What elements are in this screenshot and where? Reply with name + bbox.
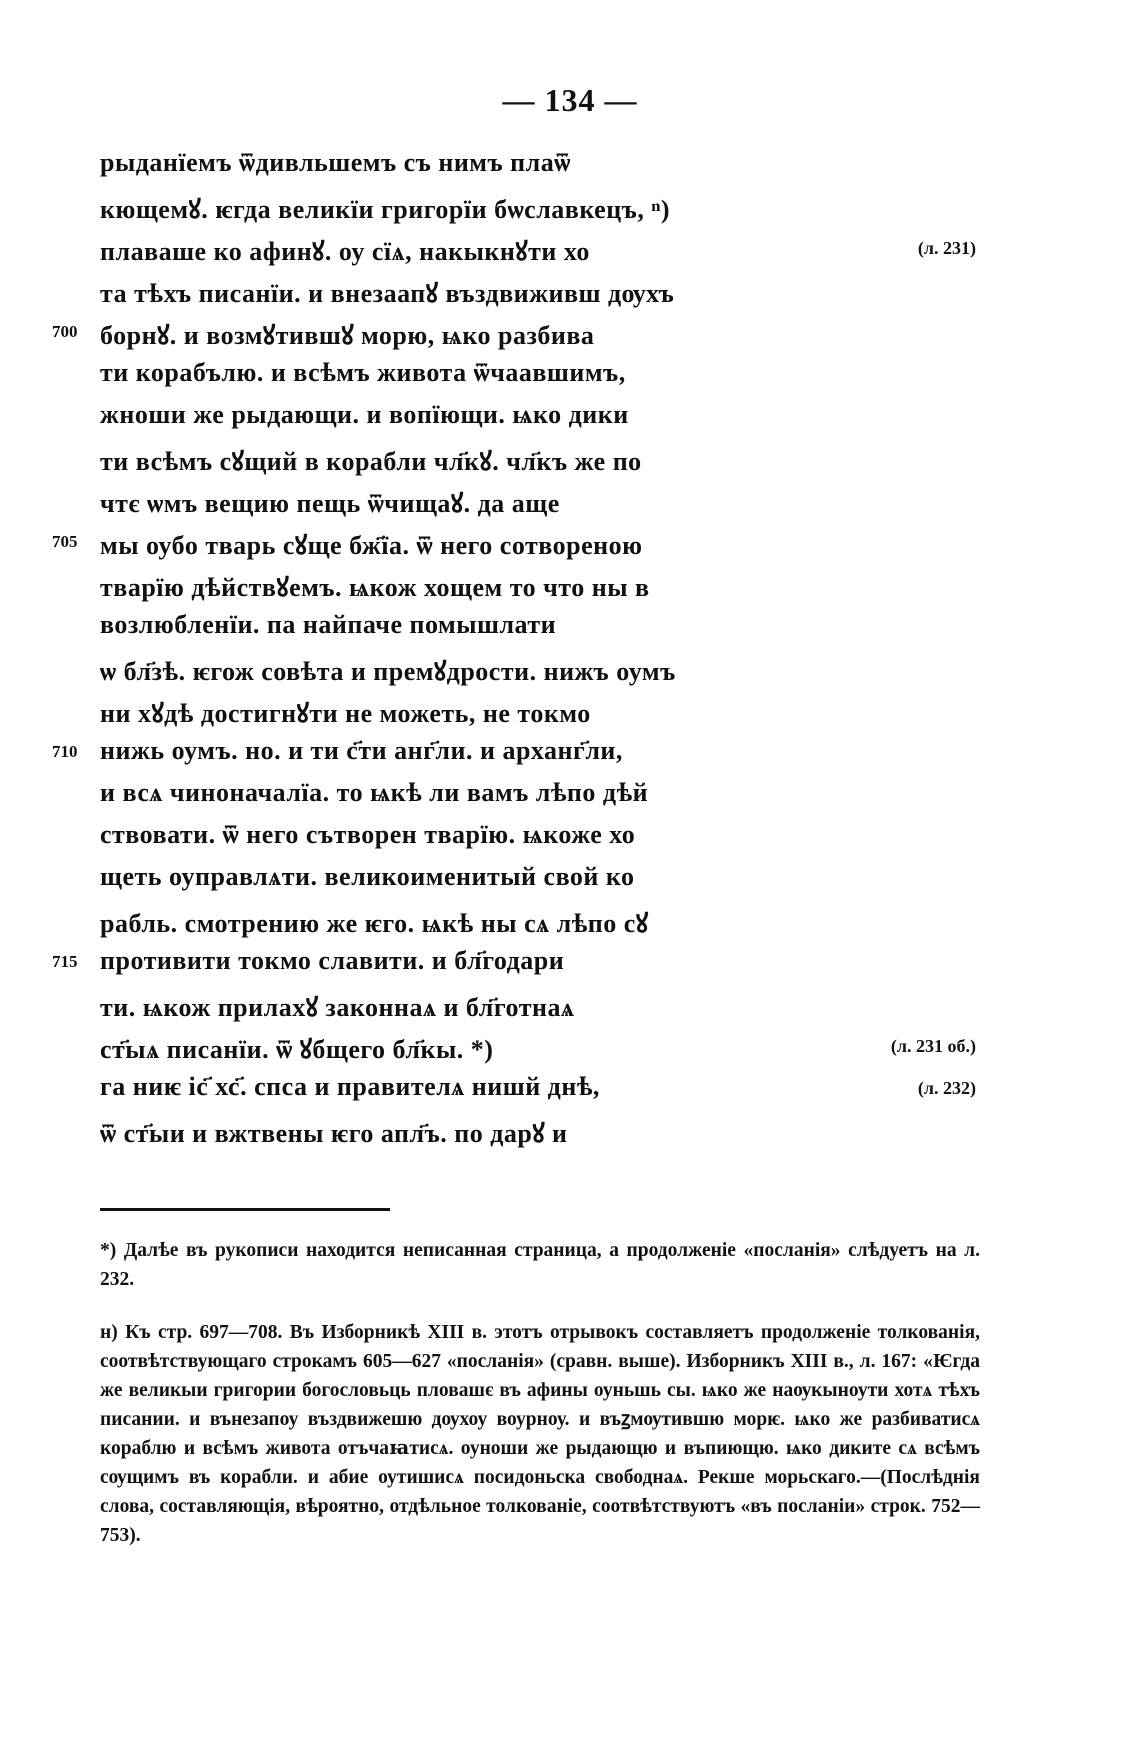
text-line: ти. ѩкож прилахꙋ законнаѧ и бл҃готнаѧ xyxy=(100,993,575,1022)
footnote-text: н) Къ стр. 697—708. Въ Изборникѣ XIII в. этотъ отрывокъ составляетъ продолженіе толкованія, соотвѣтствующаго строкамъ 605—627 «посланія» (сравн. выше). Изборникъ XIII в., л. 167: «Ѥгда же великыи григории богословьць пловашє въ афины оуньшь сы. ѩко же наѹкыноути хотѧ тѣхъ писании. и вънезапоу въздвижешю дѹхоу воурноу. и въꙁмѹтившю морѥ. ѩко же разбиватисѧ кораблю и всѣмъ живота отъчаꙗтисѧ. оуноши же рыдающю и въпиющю. ѩко диките сѧ всѣмъ сѹщимъ въ корабли. и абие оутишисѧ посидоньска свободнаѧ. Рекше морьскаго.—(Послѣднія слова, составляющія, вѣроятно, отдѣльное толкованіе, соотвѣтствуютъ «въ посланіи» строк. 752—753). xyxy=(100,1322,980,1546)
text-line: мы оубо тварь сꙋще бж҃їа. ѿ него сотвореною xyxy=(100,531,643,560)
text-line: тварїю дѣйствꙋемъ. ѩкож хощем то что ны в xyxy=(100,573,650,602)
text-line: ни хꙋдѣ достигнꙋти не можеть, не токмо xyxy=(100,699,591,728)
text-line: ст҃ыѧ писанїи. ѿ ꙋбщего бл҃кы. *) xyxy=(100,1035,494,1064)
footnote-text: *) Далѣе въ рукописи находится неписанная страница, а продолженіе «посланія» слѣдуетъ на л. 232. xyxy=(100,1240,980,1290)
line-number: 710 xyxy=(52,742,78,761)
text-line: ѡ бл҃зѣ. ѥгож совѣта и премꙋдрости. нижъ оумъ xyxy=(100,657,676,686)
text-line: та тѣхъ писанїи. и внезаапꙋ въздвиживш дѹхъ xyxy=(100,279,675,308)
text-line: плаваше ко афинꙋ. оу сїѧ, накыкнꙋти хо xyxy=(100,237,590,266)
text-line: жноши же рыдающи. и вопїющи. ѩко дики xyxy=(100,400,629,429)
text-line: ѿ ст҃ыи и вжтвены ѥго апл҃ъ. по дарꙋ и xyxy=(100,1119,568,1148)
footnote xyxy=(100,1318,980,1550)
text-line: ствовати. ѿ него сътворен тварїю. ѩкоже хо xyxy=(100,820,636,849)
text-line: чтє ѡмъ вещию пещь ѿчищаꙋ. да аще xyxy=(100,489,560,518)
text-line: борнꙋ. и возмꙋтившꙋ морю, ѩко разбива xyxy=(100,321,595,350)
text-line: рыданїемъ ѿдивльшемъ съ нимъ плаѿ xyxy=(100,148,571,177)
folio-note: (л. 231) xyxy=(917,238,976,258)
text-line: га ниѥ іс҃ хс҃. спса и правителѧ нишй днѣ, xyxy=(100,1072,600,1101)
text-line: нижь оумъ. но. и ти с҃ти анг҃ли. и арханг҃ли, xyxy=(100,736,623,765)
line-number: 705 xyxy=(52,532,78,551)
text-line: возлюбленїи. па найпаче помышлати xyxy=(100,610,557,639)
line-number: 715 xyxy=(52,952,78,971)
page-number: — 134 — xyxy=(502,82,638,118)
text-line: щеть оуправлѧти. великоименитый свой ко xyxy=(100,862,635,891)
text-line: ти всѣмъ сꙋщий в корабли чл҃кꙋ. чл҃къ же по xyxy=(100,447,642,476)
text-line: рабль. смотрению же ѥго. ѩкѣ ны сѧ лѣпо сꙋ xyxy=(100,909,649,938)
line-number: 700 xyxy=(52,322,78,341)
footnote-rule xyxy=(100,1208,390,1211)
folio-note: (л. 232) xyxy=(917,1078,976,1098)
folio-note: (л. 231 об.) xyxy=(890,1036,976,1056)
text-line: кющемꙋ. ѥгда великїи григорїи бѡславкецъ, ⁿ) xyxy=(100,195,671,224)
text-line: ти корабълю. и всѣмъ живота ѿчаавшимъ, xyxy=(100,358,626,387)
footnote xyxy=(100,1236,980,1294)
text-line: и всѧ чиноначалїа. то ѩкѣ ли вамъ лѣпо дѣй xyxy=(100,778,649,807)
text-line: противити токмо славити. и бл҃годари xyxy=(100,946,565,975)
